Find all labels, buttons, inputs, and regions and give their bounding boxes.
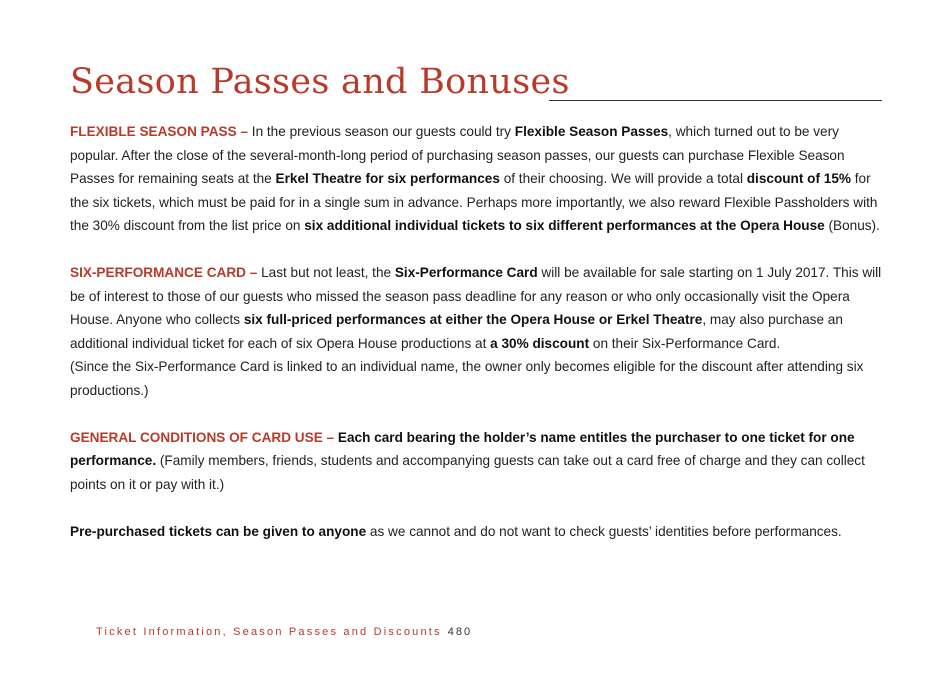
- text-run: In the previous season our guests could try: [248, 124, 515, 139]
- page-title: Season Passes and Bonuses: [70, 62, 570, 102]
- text-run: (Family members, friends, students and accompanying guests can take out a card free of charge and they can collect points on it or pay with it.): [70, 453, 865, 492]
- bold-run: six additional individual tickets to six different performances at the Opera House: [304, 218, 825, 233]
- title-rule: [549, 100, 882, 101]
- footer-label: Ticket Information, Season Passes and Discounts: [96, 626, 442, 638]
- bold-run: Pre-purchased tickets can be given to anyone: [70, 523, 367, 539]
- general-conditions-heading: GENERAL CONDITIONS OF CARD USE –: [70, 429, 335, 445]
- flexible-season-pass-paragraph: [70, 120, 882, 238]
- text-run: of their choosing. We will provide a total: [499, 171, 747, 186]
- general-conditions-paragraph: [70, 426, 882, 497]
- pre-purchased-paragraph: [70, 520, 882, 544]
- bold-run: a 30% discount: [490, 335, 590, 351]
- page-header: [70, 62, 882, 112]
- page-footer: [96, 626, 472, 638]
- text-run: on their Six-Performance Card.: [589, 335, 781, 351]
- text-run: for the six tickets, which must be paid for in a single sum in advance. Perhaps more importantly, we also reward Flexible Passholders with the 30% discount from the list price on: [70, 171, 878, 233]
- bold-run: Erkel Theatre for six performances: [275, 171, 500, 186]
- text-run: Last but not least, the: [257, 265, 395, 280]
- text-run: as we cannot and do not want to check guests’ identities before performances.: [366, 523, 842, 539]
- text-run: , may also purchase an additional individual ticket for each of six Opera House productions at: [70, 312, 843, 351]
- text-run: (Bonus).: [824, 218, 880, 233]
- bold-run: Each card bearing the holder’s name entitles the purchaser to one ticket for one performance.: [70, 429, 855, 468]
- bold-run: Six-Performance Card: [394, 265, 538, 280]
- bold-run: discount of 15%: [746, 171, 851, 186]
- text-run: , which turned out to be very popular. After the close of the several-month-long period of purchasing season passes, our guests can purchase Flexible Season Passes for remaining seats at the: [70, 124, 845, 186]
- bold-run: Flexible Season Passes: [514, 124, 669, 139]
- page-body: [70, 120, 882, 567]
- page-number: 480: [447, 626, 473, 638]
- flexible-season-pass-heading: FLEXIBLE SEASON PASS –: [70, 124, 249, 139]
- six-performance-card-note: (Since the Six-Performance Card is linked to an individual name, the owner only becomes eligible for the discount after attending six productions.): [70, 359, 864, 398]
- six-performance-card-heading: SIX-PERFORMANCE CARD –: [70, 265, 258, 280]
- bold-run: six full-priced performances at either the Opera House or Erkel Theatre: [243, 312, 703, 327]
- six-performance-card-paragraph: [70, 261, 882, 402]
- text-run: will be available for sale starting on 1 July 2017. This will be of interest to those of our guests who missed the season pass deadline for any reason or who only occasionally visit the Opera House. Anyone who collects: [70, 265, 882, 327]
